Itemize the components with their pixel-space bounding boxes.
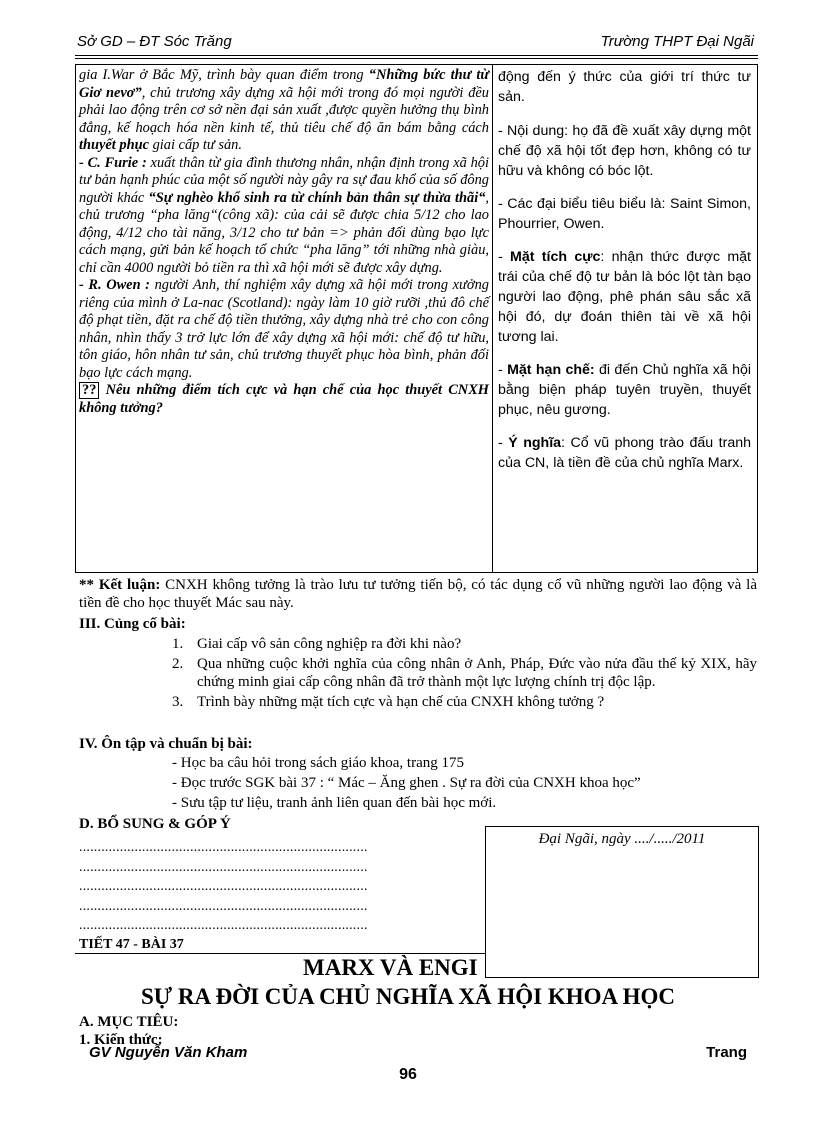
dotted-line: .............................................................................. xyxy=(79,859,368,875)
right-para-1: động đến ý thức của giới trí thức tư sản. xyxy=(498,69,751,105)
next-title-1: MARX VÀ ENGI xyxy=(303,955,478,980)
list-number: 1. xyxy=(172,636,184,652)
list-number: 3. xyxy=(172,694,184,710)
page-label: Trang xyxy=(706,1044,747,1061)
dotted-line: .............................................................................. xyxy=(79,898,368,914)
list-item: - Sưu tập tư liệu, tranh ảnh liên quan đến bài học mới. xyxy=(172,795,497,811)
teacher-name: GV Nguyễn Văn Kham xyxy=(89,1044,248,1061)
text-run-bold: - C. Furie : xyxy=(79,154,147,171)
left-para-2 xyxy=(79,155,489,278)
list-number: 2. xyxy=(172,656,184,672)
header-left: Sở GD – ĐT Sóc Trăng xyxy=(77,33,232,50)
comment-lines xyxy=(79,838,368,936)
text-run: xuất thân từ gia đình thương nhân, nhận định trong xã hội tư bản hạnh phúc của một số người này gây ra sự đau khổ của số đông người khác xyxy=(79,154,489,206)
dotted-line: .............................................................................. xyxy=(79,879,368,894)
left-question xyxy=(79,382,489,417)
right-para-6: - Ý nghĩa: Cổ vũ phong trào đấu tranh của CN, là tiền đề của chủ nghĩa Marx. xyxy=(498,435,751,471)
text-run-bold: “Những bức thư từ Giơ nevơ” xyxy=(79,67,489,101)
left-para-1 xyxy=(79,67,489,155)
header-rule-2 xyxy=(75,58,758,59)
list-item xyxy=(172,693,757,711)
right-para-2: - Nội dung: họ đã đề xuất xây dựng một chế độ xã hội tốt đẹp hơn, không có tư hữu và không có bóc lột. xyxy=(498,123,751,179)
objectives-title: A. MỤC TIÊU: xyxy=(79,1014,179,1030)
text-run-bold: Mặt hạn chế: xyxy=(507,362,595,378)
list-item: - Học ba câu hỏi trong sách giáo khoa, trang 175 xyxy=(172,755,464,771)
right-para-3: - Các đại biểu tiêu biểu là: Saint Simon, Phourrier, Owen. xyxy=(498,196,751,232)
header-right: Trường THPT Đại Ngãi xyxy=(600,33,754,50)
left-column xyxy=(76,65,493,573)
list-text: Trình bày những mặt tích cực và hạn chế của CNXH không tưởng ? xyxy=(197,694,605,710)
conclusion xyxy=(79,576,757,612)
knowledge-title: 1. Kiến thức: xyxy=(79,1032,163,1048)
list-item: - Đọc trước SGK bài 37 : “ Mác – Ăng ghen . Sự ra đời của CNXH khoa học” xyxy=(172,775,641,791)
text-run-bold: thuyết phục xyxy=(79,137,149,153)
next-lesson-label: TIẾT 47 - BÀI 37 xyxy=(79,937,184,952)
page-number: 96 xyxy=(399,1066,417,1083)
dotted-line: .............................................................................. xyxy=(79,918,368,933)
question-mark-box: ?? xyxy=(79,382,99,399)
right-para-4: - Mặt tích cực: nhận thức được mặt trái của chế độ tư bản là bóc lột tàn bạo người lao động, phê phán sâu sắc xã hội đó, dự đoán thiên tài về xã hội tương lai. xyxy=(498,249,751,345)
text-run: giai cấp tư sản. xyxy=(148,137,242,153)
dotted-line: .............................................................................. xyxy=(79,840,368,855)
left-para-3 xyxy=(79,277,489,382)
right-para-5: - Mặt hạn chế: đi đến Chủ nghĩa xã hội bằng biện pháp tuyên truyền, thuyết phục, nêu gương. xyxy=(498,362,751,418)
section-3-title: III. Củng cố bài: xyxy=(79,616,186,632)
next-title-2: SỰ RA ĐỜI CỦA CHỦ NGHĨA XÃ HỘI KHOA HỌC xyxy=(141,984,675,1009)
text-run: , chủ trương xây dựng xã hội mới trong đó mọi người đều phải lao động trên cơ sở nền đại sản xuất ,được quyền hưởng thụ bình đẳng, kế hoạch hóa nền kinh tế, thủ tiêu chế độ ăn bám bằng cách xyxy=(79,84,489,136)
conclusion-text: CNXH không tưởng là trào lưu tư tưởng tiến bộ, có tác dụng cổ vũ những người lao động và là tiền đề cho học thuyết Mác sau này. xyxy=(79,577,757,611)
header-rule xyxy=(75,55,758,56)
list-text: Qua những cuộc khởi nghĩa của công nhân ở Anh, Pháp, Đức vào nửa đầu thế kỷ XIX, hãy chứng minh giai cấp công nhân đã trở thành một lực lượng chính trị độc lập. xyxy=(197,656,757,690)
conclusion-label: ** Kết luận: xyxy=(79,577,161,593)
list-item xyxy=(172,655,757,691)
text-run-bold: Mặt tích cực xyxy=(510,249,601,265)
section-4-list xyxy=(172,754,757,812)
section-3-list xyxy=(172,635,757,711)
text-run: gia I.War ở Bắc Mỹ, trình bày quan điểm trong xyxy=(79,67,369,83)
lesson-table xyxy=(75,64,758,573)
text-run-bold: Ý nghĩa xyxy=(508,435,562,451)
list-text: Giai cấp vô sản công nghiệp ra đời khi nào? xyxy=(197,636,462,652)
question-text: Nêu những điểm tích cực và hạn chế của học thuyết CNXH không tưởng? xyxy=(79,382,489,416)
text-run-bold: “Sự nghèo khổ sinh ra từ chính bản thân sự thừa thãi“ xyxy=(148,189,486,206)
list-item xyxy=(172,635,757,653)
right-column xyxy=(493,65,758,573)
date-text: Đại Ngãi, ngày ..../...../2011 xyxy=(538,831,706,847)
text-run: người Anh, thí nghiệm xây dựng xã hội mới trong xưởng riêng của mình ở La-nac (Scotland): ngày làm 10 giờ rưỡi ,thủ đô chế độ phạt tiền, đặt ra chế độ tiền thưởng, xây dựng nhà trẻ cho con công nhân, nhìn thấy 3 trở lực lớn để xây dựng xã hội mới: chế độ tư hữu, tôn giáo, hôn nhân tư sản, chủ trương thuyết phục hòa bình, phản đối bạo lực cách mạng. xyxy=(79,277,489,381)
section-d-title: D. BỔ SUNG & GÓP Ý xyxy=(79,816,231,832)
text-run: : nhận thức được mặt trái của chế độ tư bản là bóc lột tàn bạo người lao động, phê phán sâu sắc xã hội đó, dự đoán thiên tài về xã hội tương lai. xyxy=(498,249,751,345)
text-run: đi đến Chủ nghĩa xã hội bằng biện pháp tuyên truyền, thuyết phục, nêu gương. xyxy=(498,362,751,418)
section-4-title: IV. Ôn tập và chuẩn bị bài: xyxy=(79,736,253,752)
date-box xyxy=(485,826,759,978)
text-run-bold: - R. Owen : xyxy=(79,277,150,293)
text-run: : Cổ vũ phong trào đấu tranh của CN, là tiền đề của chủ nghĩa Marx. xyxy=(498,435,751,471)
text-run: , chủ trương “pha lăng“(công xã): của cải sẽ được chia 5/12 cho lao động, 4/12 cho tài năng, 3/12 cho tư bản => phản đối dùng bạo lực cách mạng, gửi bản kế hoạch tổ chức “pha lăng” tới những nhà giàu, chỉ cần 4000 người bỏ tiền ra thì xã hội mới sẽ được xây dựng. xyxy=(79,189,490,276)
